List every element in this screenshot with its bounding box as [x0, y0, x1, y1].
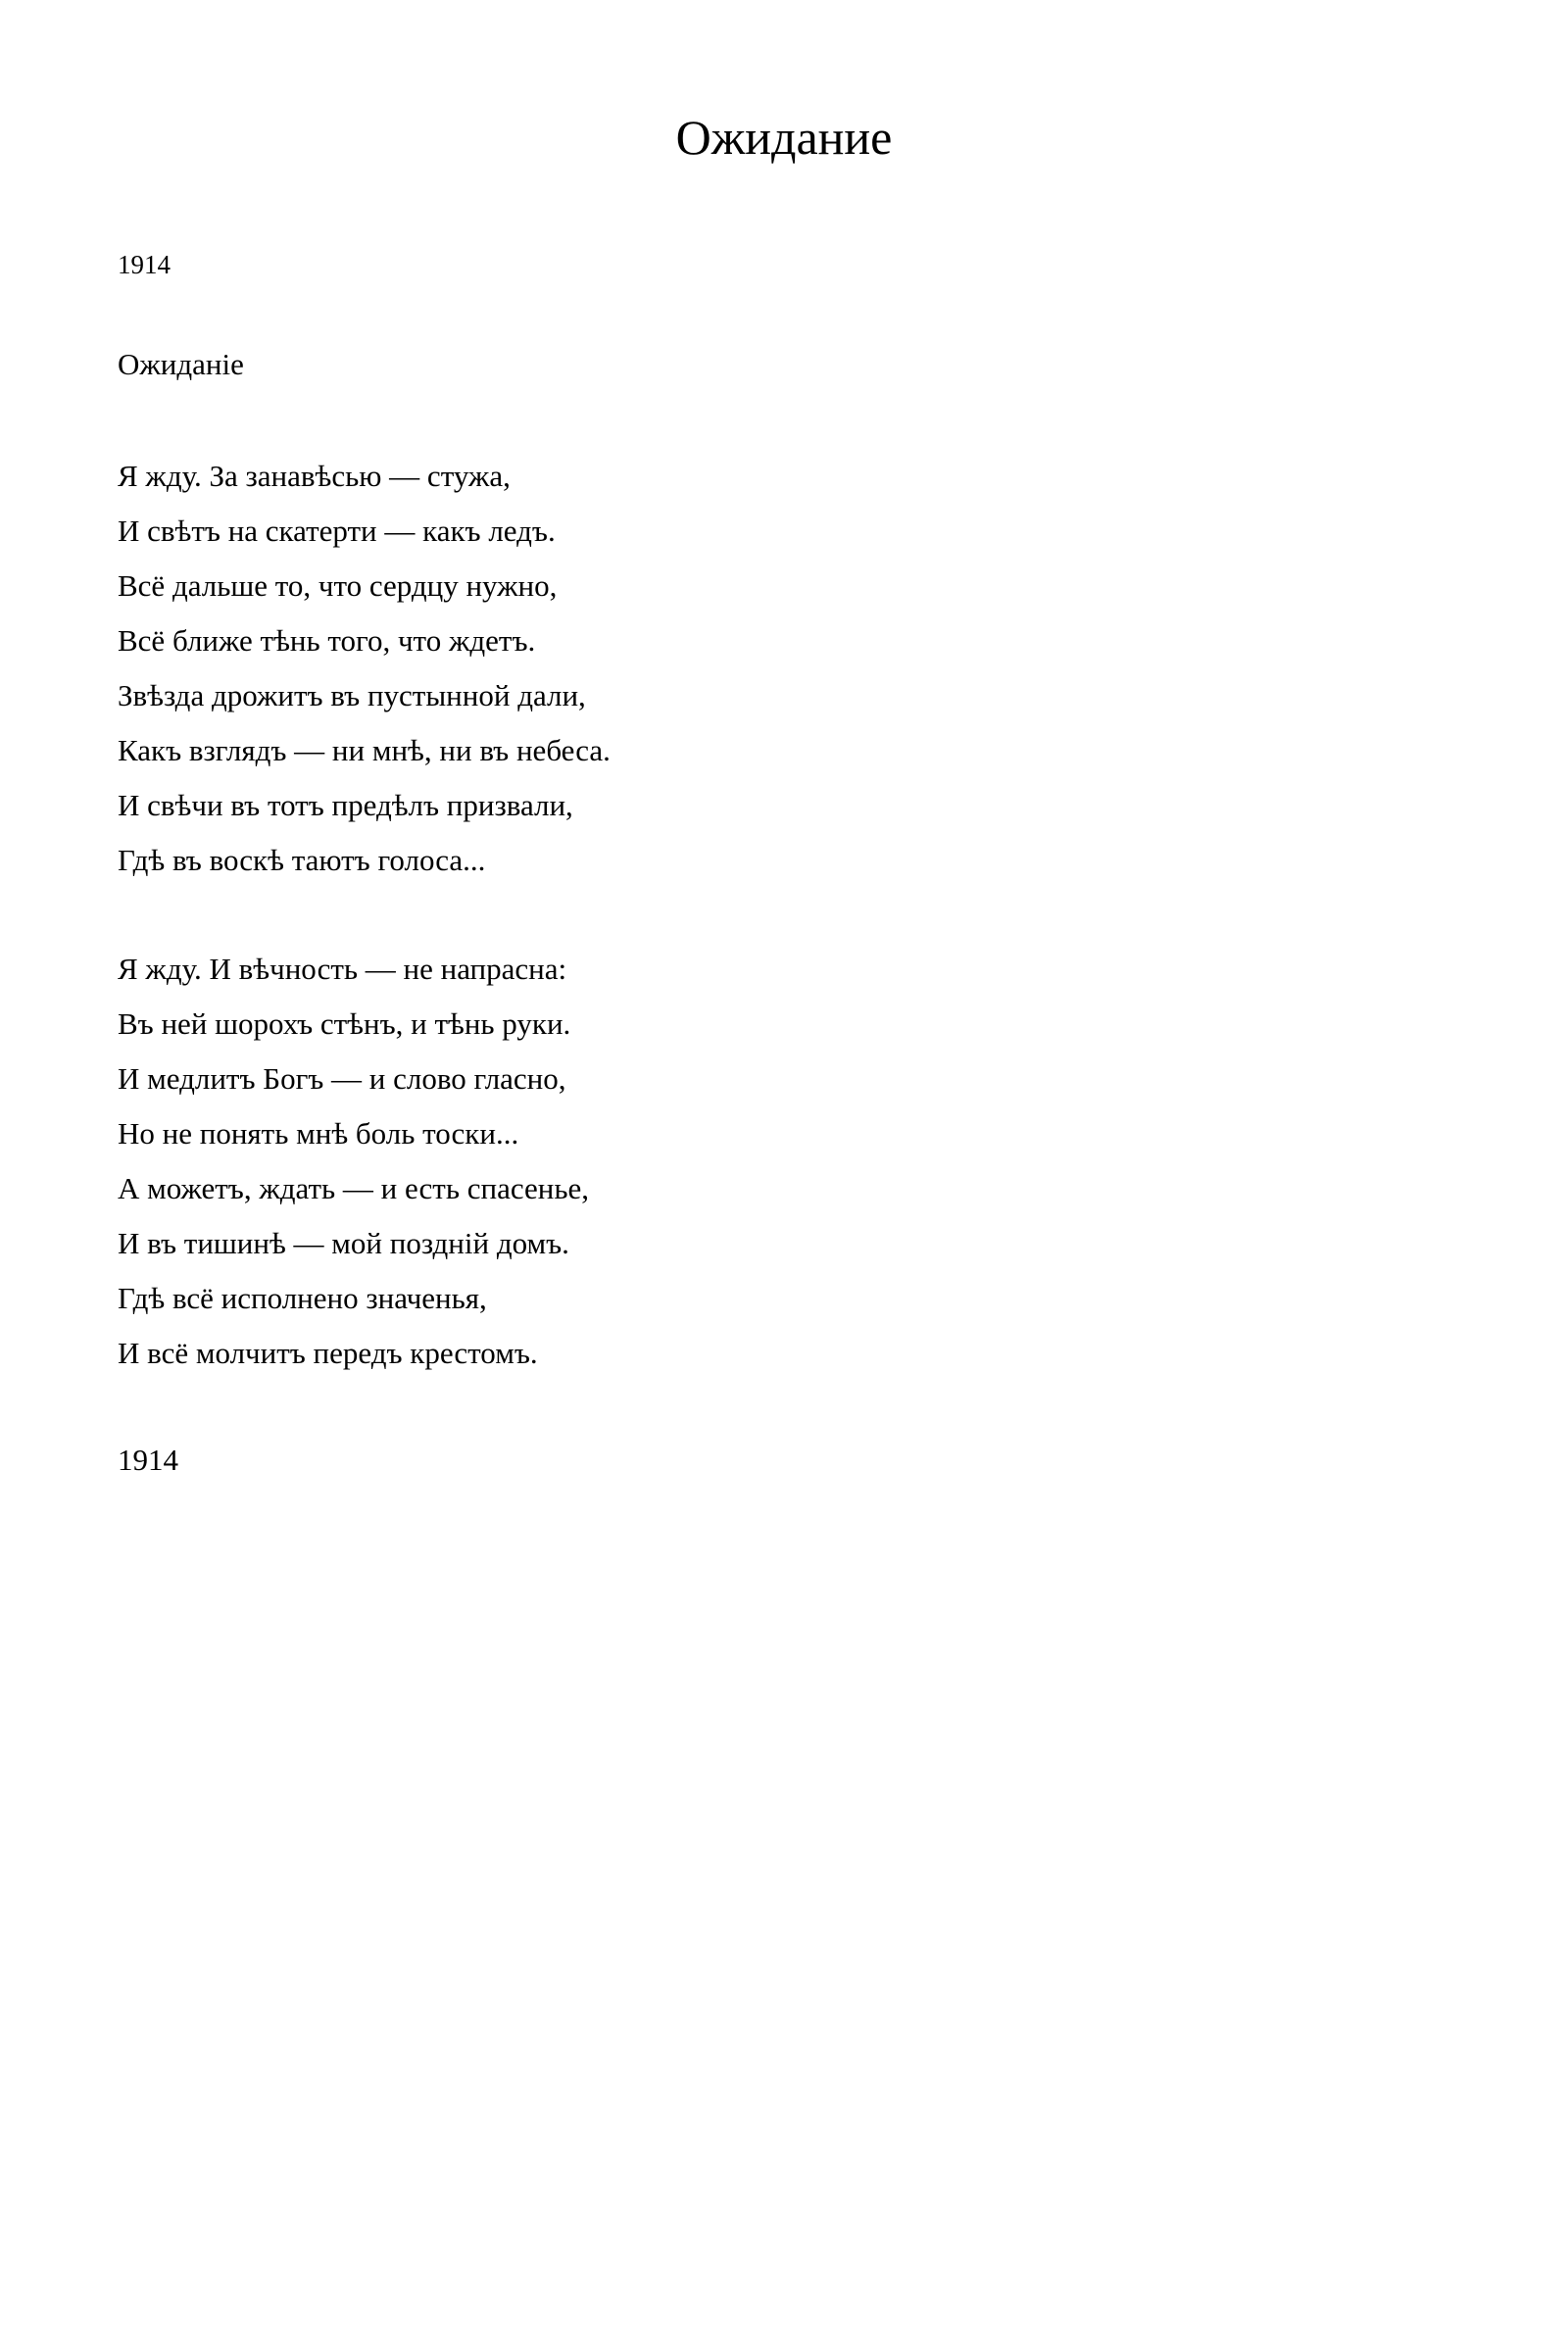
poem-line: Въ ней шорохъ стѣнъ, и тѣнь руки.: [118, 1006, 571, 1041]
poem-subtitle: Ожиданіе: [118, 347, 244, 381]
poem-line: Гдѣ всё исполнено значенья,: [118, 1281, 487, 1315]
stanza-2: [118, 942, 589, 1381]
page-title: Ожидание: [675, 110, 893, 165]
poem-line: Я жду. За занавѣсью — стужа,: [118, 459, 511, 493]
poem-line: Звѣзда дрожитъ въ пустынной дали,: [118, 678, 586, 712]
poem-line: И медлитъ Богъ — и слово гласно,: [118, 1061, 566, 1096]
poem-line: Гдѣ въ воскѣ таютъ голоса...: [118, 843, 486, 877]
poem-line: Всё дальше то, что сердцу нужно,: [118, 568, 558, 603]
poem-line: Всё ближе тѣнь того, что ждетъ.: [118, 623, 536, 658]
poem-line: А можетъ, ждать — и есть спасенье,: [118, 1171, 589, 1205]
date-header: 1914: [118, 250, 171, 279]
poem-line: Какъ взглядъ — ни мнѣ, ни въ небеса.: [118, 733, 611, 767]
poem-line: И свѣчи въ тотъ предѣлъ призвали,: [118, 788, 573, 822]
date-footer: 1914: [118, 1443, 178, 1477]
poem-line: И въ тишинѣ — мой поздній домъ.: [118, 1226, 569, 1260]
stanza-1: [118, 449, 611, 888]
poem-line: И свѣтъ на скатерти — какъ ледъ.: [118, 514, 556, 548]
poem-line: Я жду. И вѣчность — не напрасна:: [118, 952, 567, 986]
poem-line: И всё молчитъ передъ крестомъ.: [118, 1336, 538, 1370]
poem-line: Но не понять мнѣ боль тоски...: [118, 1116, 519, 1151]
